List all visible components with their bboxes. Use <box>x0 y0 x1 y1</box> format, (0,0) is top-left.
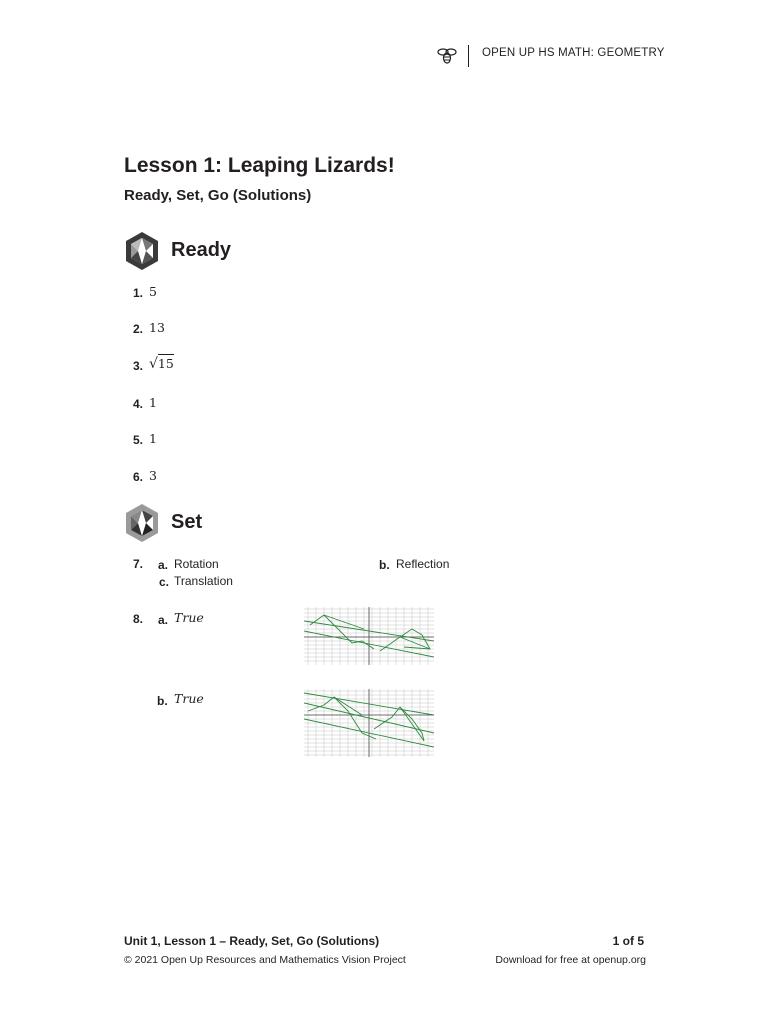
ready-hexagon-icon <box>124 231 160 271</box>
q8a-answer: True <box>174 610 204 625</box>
q7a-answer: Rotation <box>174 557 219 571</box>
ready-item-answer-sqrt <box>149 356 174 372</box>
ready-item-answer: 3 <box>149 468 157 483</box>
ready-item-number: 4. <box>133 397 144 411</box>
ready-heading: Ready <box>171 239 232 261</box>
ready-item-number: 6. <box>133 470 144 484</box>
ready-item-number: 1. <box>133 286 144 300</box>
header-brand: OPEN UP HS MATH: GEOMETRY <box>482 47 665 59</box>
q7-number: 7. <box>133 557 144 571</box>
footer-page-number: 1 of 5 <box>612 934 644 948</box>
set-heading: Set <box>171 511 203 533</box>
set-hexagon-icon <box>124 503 160 543</box>
ready-item-answer: 13 <box>149 320 165 335</box>
q8-number: 8. <box>133 612 144 626</box>
lesson-subtitle: Ready, Set, Go (Solutions) <box>124 187 312 204</box>
q8b-graph <box>304 689 434 757</box>
header-divider <box>468 45 469 67</box>
lesson-title: Lesson 1: Leaping Lizards! <box>124 154 395 177</box>
footer-lesson-title: Unit 1, Lesson 1 – Ready, Set, Go (Solutions) <box>124 934 380 948</box>
q8b-answer: True <box>174 691 204 706</box>
sqrt-radicand: 15 <box>157 356 174 371</box>
ready-item-answer: 5 <box>149 284 157 299</box>
ready-item-number: 3. <box>133 359 144 373</box>
q7a-label: a. <box>158 558 169 572</box>
footer-download-link[interactable]: Download for free at openup.org <box>495 954 646 966</box>
q8b-label: b. <box>157 694 168 708</box>
q7b-answer: Reflection <box>396 557 450 571</box>
ready-item-answer: 1 <box>149 395 157 410</box>
q8a-label: a. <box>158 613 169 627</box>
ready-item-number: 2. <box>133 322 144 336</box>
footer-copyright: © 2021 Open Up Resources and Mathematics Vision Project <box>124 954 406 966</box>
q7b-label: b. <box>379 558 390 572</box>
q7c-label: c. <box>159 575 170 589</box>
bee-logo-icon <box>436 45 458 67</box>
q7c-answer: Translation <box>174 574 233 588</box>
ready-item-number: 5. <box>133 433 144 447</box>
ready-item-answer: 1 <box>149 431 157 446</box>
q8a-graph <box>304 607 434 665</box>
sqrt-symbol: √ <box>149 356 158 372</box>
